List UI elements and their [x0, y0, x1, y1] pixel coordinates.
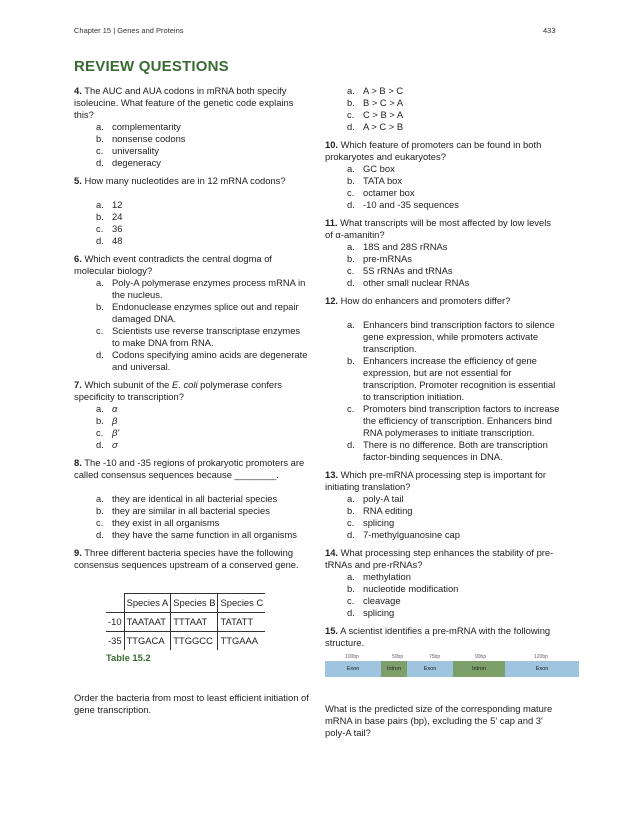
q6-options — [74, 277, 309, 373]
option-text: Enhancers bind transcription factors to silence gene expression, while promoters activate transcription. — [363, 319, 555, 354]
option-letter: d. — [96, 235, 104, 246]
answer-option — [325, 583, 560, 595]
option-text: 5S rRNAs and tRNAs — [363, 265, 453, 276]
option-text: splicing — [363, 517, 395, 528]
answer-option — [74, 235, 309, 247]
option-text: degeneracy — [112, 157, 161, 168]
answer-option — [325, 355, 560, 403]
question-15-follow: What is the predicted size of the corresponding mature mRNA in base pairs (bp), excluding the 5' cap and 3' poly-A tail? — [325, 703, 553, 738]
option-letter: c. — [347, 403, 355, 414]
option-text: they exist in all organisms — [112, 517, 220, 528]
answer-option — [74, 529, 309, 541]
option-letter: d. — [96, 349, 104, 360]
option-letter: a. — [96, 199, 104, 210]
right-column — [325, 85, 560, 739]
option-text: GC box — [363, 163, 395, 174]
question-15: 15. A scientist identifies a pre-mRNA with the following structure. — [325, 625, 551, 648]
answer-option — [74, 133, 309, 145]
answer-option — [325, 277, 560, 289]
answer-option — [325, 607, 560, 619]
option-text: Poly-A polymerase enzymes process mRNA in the nucleus. — [112, 277, 306, 300]
option-letter: d. — [347, 199, 355, 210]
option-letter: b. — [96, 415, 104, 426]
answer-option — [325, 505, 560, 517]
option-text: nonsense codons — [112, 133, 186, 144]
option-letter: b. — [347, 505, 355, 516]
option-letter: b. — [347, 253, 355, 264]
option-text: A > C > B — [363, 121, 404, 132]
option-letter: a. — [347, 163, 355, 174]
option-text: 18S and 28S rRNAs — [363, 241, 448, 252]
question-9: 9. Three different bacteria species have the following consensus sequences upstream of a conserved gene. — [74, 547, 299, 570]
q9-options — [325, 85, 560, 133]
answer-option — [325, 493, 560, 505]
option-letter: a. — [347, 85, 355, 96]
section-title: REVIEW QUESTIONS — [74, 58, 229, 75]
answer-option — [325, 121, 560, 133]
option-letter: c. — [96, 427, 104, 438]
option-letter: d. — [347, 439, 355, 450]
option-text: TATA box — [363, 175, 403, 186]
option-letter: c. — [96, 223, 104, 234]
option-letter: a. — [347, 571, 355, 582]
pre-mrna-diagram — [325, 651, 579, 679]
q14-options — [325, 571, 560, 619]
segment-length-labels — [325, 651, 579, 660]
option-text: σ — [112, 439, 118, 450]
q5-options — [74, 199, 309, 247]
option-letter: a. — [347, 493, 355, 504]
option-letter: d. — [96, 439, 104, 450]
option-letter: c. — [96, 517, 104, 528]
q8-options — [74, 493, 309, 541]
length-label: 100bp — [345, 654, 359, 660]
option-text: pre-mRNAs — [363, 253, 412, 264]
question-12: 12. How do enhancers and promoters differ? — [325, 295, 511, 306]
option-letter: c. — [347, 595, 355, 606]
question-5: 5. How many nucleotides are in 12 mRNA codons? — [74, 175, 286, 186]
answer-option — [74, 325, 309, 349]
option-text: they have the same function in all organisms — [112, 529, 297, 540]
question-8: 8. The -10 and -35 regions of prokaryotic promoters are called consensus sequences because ________. — [74, 457, 305, 480]
option-text: α — [112, 403, 118, 414]
option-text: Endonuclease enzymes splice out and repair damaged DNA. — [112, 301, 299, 324]
consensus-table — [106, 593, 265, 650]
answer-option — [74, 517, 309, 529]
option-text: 24 — [112, 211, 123, 222]
answer-option — [325, 265, 560, 277]
option-letter: d. — [347, 121, 355, 132]
option-letter: b. — [347, 97, 355, 108]
answer-option — [325, 175, 560, 187]
answer-option — [325, 187, 560, 199]
option-text: 36 — [112, 223, 123, 234]
answer-option — [325, 97, 560, 109]
option-text: A > B > C — [363, 85, 404, 96]
table-row: -35 TTGACA TTGGCC TTGAAA — [106, 632, 265, 651]
length-label: 50bp — [392, 654, 404, 660]
option-text: Codons specifying amino acids are degenerate and universal. — [112, 349, 308, 372]
answer-option — [325, 319, 560, 355]
answer-option — [325, 571, 560, 583]
option-letter: c. — [96, 325, 104, 336]
option-letter: c. — [96, 145, 104, 156]
option-text: methylation — [363, 571, 411, 582]
answer-option — [325, 517, 560, 529]
question-4: 4. The AUC and AUA codons in mRNA both specify isoleucine. What feature of the genetic code explains this? — [74, 85, 294, 120]
table-caption: Table 15.2 — [106, 652, 151, 663]
answer-option — [325, 529, 560, 541]
answer-option — [325, 403, 560, 439]
answer-option — [325, 199, 560, 211]
option-letter: d. — [347, 529, 355, 540]
answer-option — [74, 439, 309, 451]
option-text: β — [112, 415, 118, 426]
option-letter: c. — [347, 187, 355, 198]
option-text: B > C > A — [363, 97, 404, 108]
option-letter: c. — [347, 109, 355, 120]
option-text: 7-methylguanosine cap — [363, 529, 460, 540]
q7-options — [74, 403, 309, 451]
option-letter: b. — [96, 133, 104, 144]
answer-option — [74, 121, 309, 133]
running-header-chapter: Chapter 15 | Genes and Proteins — [74, 26, 184, 35]
exon-segment: Exon — [505, 661, 579, 677]
option-text: C > B > A — [363, 109, 404, 120]
option-text: splicing — [363, 607, 395, 618]
option-text: they are similar in all bacterial species — [112, 505, 270, 516]
exon-segment: Exon — [325, 661, 381, 677]
option-letter: d. — [96, 157, 104, 168]
option-letter: a. — [96, 403, 104, 414]
length-label: 120bp — [534, 654, 548, 660]
answer-option — [74, 427, 309, 439]
option-text: -10 and -35 sequences — [363, 199, 459, 210]
question-11: 11. What transcripts will be most affected by low levels of α-amanitin? — [325, 217, 551, 240]
option-text: Promoters bind transcription factors to increase the efficiency of transcription. Enhancers bind RNA polymerases to initiate transcription. — [363, 403, 560, 438]
option-text: β' — [112, 427, 120, 438]
q11-options — [325, 241, 560, 289]
option-text: Scientists use reverse transcriptase enzymes to make DNA from RNA. — [112, 325, 301, 348]
question-14: 14. What processing step enhances the stability of pre-tRNAs and pre-rRNAs? — [325, 547, 554, 570]
answer-option — [325, 163, 560, 175]
question-13: 13. Which pre-mRNA processing step is important for initiating translation? — [325, 469, 546, 492]
option-letter: a. — [347, 241, 355, 252]
question-6: 6. Which event contradicts the central dogma of molecular biology? — [74, 253, 273, 276]
option-text: other small nuclear RNAs — [363, 277, 470, 288]
option-text: octamer box — [363, 187, 415, 198]
option-text: There is no difference. Both are transcription factor-binding sequences in DNA. — [363, 439, 548, 462]
exon-segment: Exon — [407, 661, 453, 677]
answer-option — [74, 505, 309, 517]
table-header-row: Species A Species B Species C — [106, 594, 265, 613]
q10-options — [325, 163, 560, 211]
option-text: they are identical in all bacterial species — [112, 493, 278, 504]
segment-bar — [325, 661, 579, 677]
length-label: 75bp — [429, 654, 441, 660]
answer-option — [74, 415, 309, 427]
option-letter: b. — [96, 505, 104, 516]
answer-option — [74, 157, 309, 169]
answer-option — [74, 199, 309, 211]
answer-option — [74, 211, 309, 223]
option-letter: d. — [347, 607, 355, 618]
option-letter: a. — [96, 277, 104, 288]
answer-option — [325, 241, 560, 253]
answer-option — [74, 403, 309, 415]
q12-options — [325, 319, 560, 463]
option-letter: b. — [96, 301, 104, 312]
option-letter: a. — [96, 121, 104, 132]
option-text: cleavage — [363, 595, 401, 606]
option-text: nucleotide modification — [363, 583, 459, 594]
option-letter: c. — [347, 265, 355, 276]
option-letter: c. — [347, 517, 355, 528]
option-letter: b. — [347, 175, 355, 186]
question-9-follow: Order the bacteria from most to least efficient initiation of gene transcription. — [74, 692, 309, 715]
option-letter: b. — [347, 583, 355, 594]
option-text: 12 — [112, 199, 123, 210]
answer-option — [325, 109, 560, 121]
answer-option — [74, 145, 309, 157]
option-letter: d. — [347, 277, 355, 288]
q4-options — [74, 121, 309, 169]
table-row: -10 TAATAAT TTTAAT TATATT — [106, 613, 265, 632]
option-letter: b. — [96, 211, 104, 222]
intron-segment: Intron — [381, 661, 407, 677]
answer-option — [325, 595, 560, 607]
answer-option — [74, 301, 309, 325]
left-column — [74, 85, 309, 716]
answer-option — [325, 439, 560, 463]
intron-segment: Intron — [453, 661, 505, 677]
q13-options — [325, 493, 560, 541]
option-text: RNA editing — [363, 505, 413, 516]
option-letter: a. — [96, 493, 104, 504]
question-10: 10. Which feature of promoters can be found in both prokaryotes and eukaryotes? — [325, 139, 542, 162]
answer-option — [325, 85, 560, 97]
option-text: poly-A tail — [363, 493, 404, 504]
answer-option — [74, 349, 309, 373]
option-text: complementarity — [112, 121, 181, 132]
option-text: Enhancers increase the efficiency of gene expression, but are not essential for transcription. Promoter recognition is essential to transcription initiation. — [363, 355, 556, 402]
answer-option — [74, 223, 309, 235]
answer-option — [74, 277, 309, 301]
option-letter: b. — [347, 355, 355, 366]
option-text: 48 — [112, 235, 123, 246]
answer-option — [325, 253, 560, 265]
length-label: 90bp — [475, 654, 487, 660]
option-letter: a. — [347, 319, 355, 330]
page-number: 433 — [543, 26, 556, 35]
question-7: 7. Which subunit of the E. coli polymerase confers specificity to transcription? — [74, 379, 282, 402]
option-text: universality — [112, 145, 159, 156]
option-letter: d. — [96, 529, 104, 540]
answer-option — [74, 493, 309, 505]
